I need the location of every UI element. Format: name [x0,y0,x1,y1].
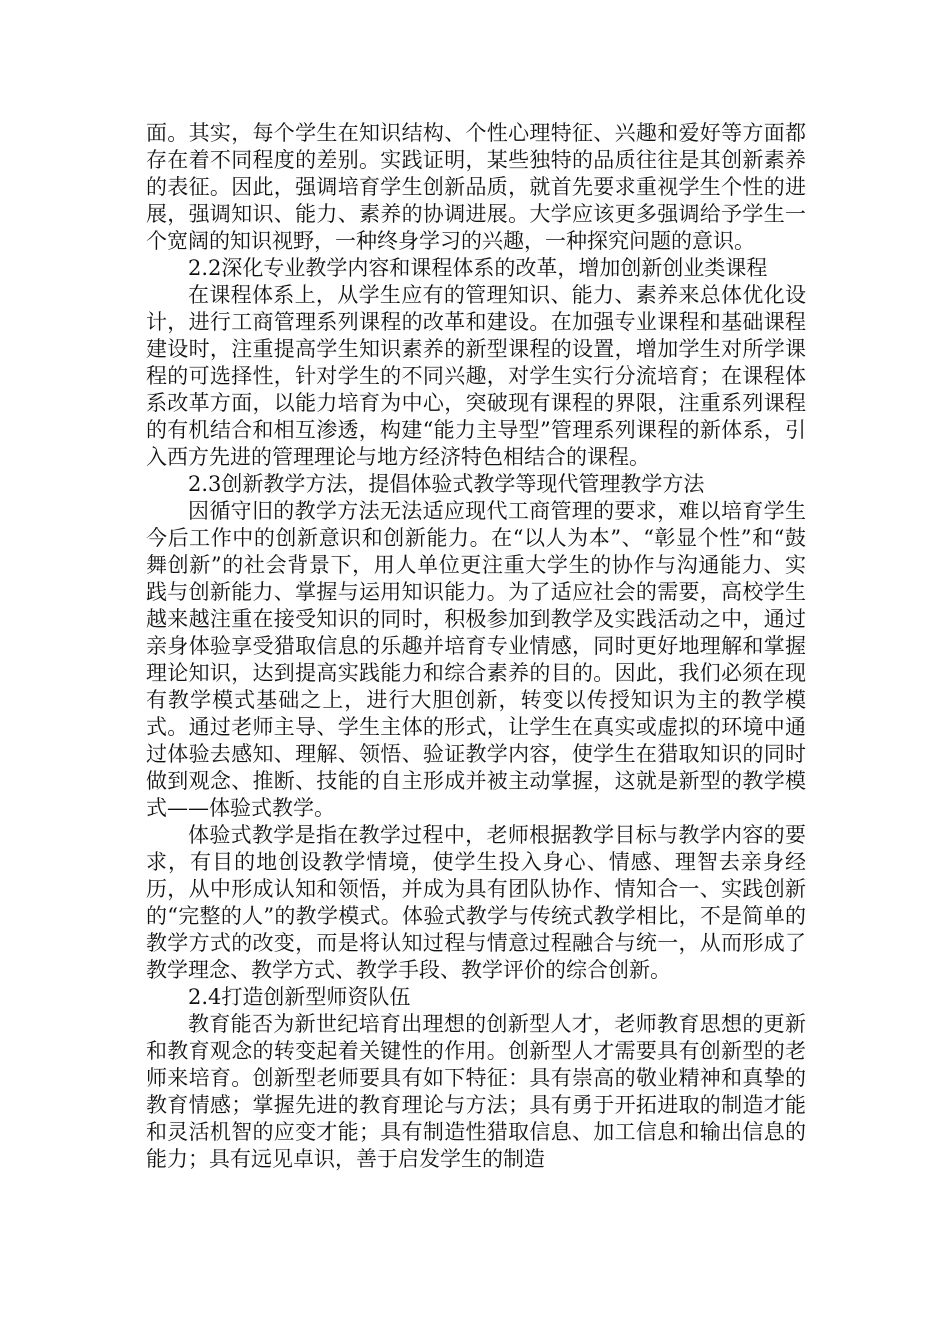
paragraph-experiential-teaching: 体验式教学是指在教学过程中，老师根据教学目标与教学内容的要求，有目的地创设教学情境，使学生投入身心、情感、理智去亲身经历，从中形成认知和领悟，并成为具有团队协作、情知合一、实践创新的“完整的人”的教学模式。体验式教学与传统式教学相比，不是简单的教学方式的改变，而是将认知过程与情意过程融合与统一，从而形成了教学理念、教学方式、教学手段、教学评价的综合创新。 [146,823,806,982]
section-heading-2-4: 2.4打造创新型师资队伍 [188,985,411,1009]
section-heading-2-2: 2.2深化专业教学内容和课程体系的改革，增加创新创业类课程 [188,256,768,280]
paragraph-continuation: 面。其实，每个学生在知识结构、个性心理特征、兴趣和爱好等方面都存在着不同程度的差别。实践证明，某些独特的品质往往是其创新素养的表征。因此，强调培育学生创新品质，就首先要求重视学生个性的进展，强调知识、能力、素养的协调进展。大学应该更多强调给予学生一个宽阔的知识视野，一种终身学习的兴趣，一种探究问题的意识。 [146,121,806,253]
paragraph-teaching-staff: 教育能否为新世纪培育出理想的创新型人才，老师教育思想的更新和教育观念的转变起着关键性的作用。创新型人才需要具有创新型的老师来培育。创新型老师要具有如下特征：具有崇高的敬业精神和真挚的教育情感；掌握先进的教育理论与方法；具有勇于开拓进取的制造才能和灵活机智的应变才能；具有制造性猎取信息、加工信息和输出信息的能力；具有远见卓识，善于启发学生的制造 [146,1012,806,1171]
section-heading-2-3: 2.3创新教学方法，提倡体验式教学等现代管理教学方法 [188,472,705,496]
paragraph-teaching-methods: 因循守旧的教学方法无法适应现代工商管理的要求，难以培育学生今后工作中的创新意识和创新能力。在“以人为本”、“彰显个性”和“鼓舞创新”的社会背景下，用人单位更注重大学生的协作与沟通能力、实践与创新能力、掌握与运用知识能力。为了适应社会的需要，高校学生越来越注重在接受知识的同时，积极参加到教学及实践活动之中，通过亲身体验享受猎取信息的乐趣并培育专业情感，同时更好地理解和掌握理论知识，达到提高实践能力和综合素养的目的。因此，我们必须在现有教学模式基础之上，进行大胆创新，转变以传授知识为主的教学模式。通过老师主导、学生主体的形式，让学生在真实或虚拟的环境中通过体验去感知、理解、领悟、验证教学内容，使学生在猎取知识的同时做到观念、推断、技能的自主形成并被主动掌握，这就是新型的教学模式——体验式教学。 [146,499,806,820]
document-body [146,120,806,1173]
paragraph-curriculum: 在课程体系上，从学生应有的管理知识、能力、素养来总体优化设计，进行工商管理系列课程的改革和建设。在加强专业课程和基础课程建设时，注重提高学生知识素养的新型课程的设置，增加学生对所学课程的可选择性，针对学生的不同兴趣，对学生实行分流培育；在课程体系改革方面，以能力培育为中心，突破现有课程的界限，注重系列课程的有机结合和相互渗透，构建“能力主导型”管理系列课程的新体系，引入西方先进的管理理论与地方经济特色相结合的课程。 [146,283,806,469]
